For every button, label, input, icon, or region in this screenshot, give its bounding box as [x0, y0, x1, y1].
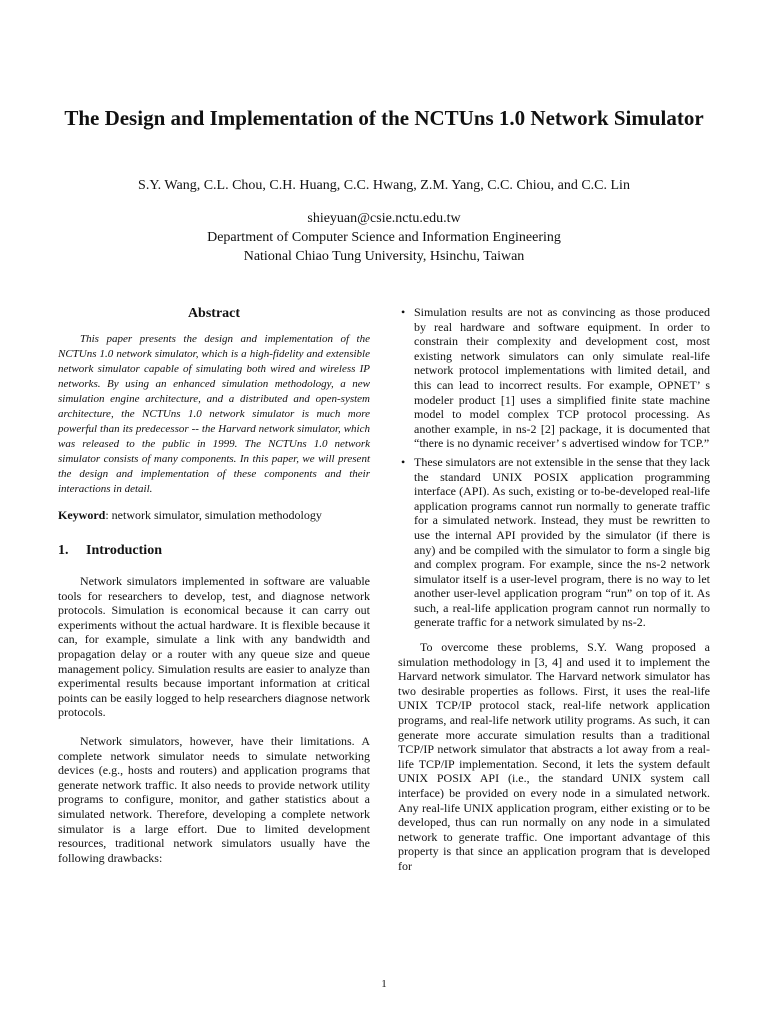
left-column	[58, 305, 370, 865]
section-heading-introduction	[58, 542, 370, 560]
department-name: Department of Computer Science and Information Engineering	[207, 230, 561, 245]
author-list: S.Y. Wang, C.L. Chou, C.H. Huang, C.C. Hwang, Z.M. Yang, C.C. Chiou, and C.C. Lin	[138, 178, 630, 193]
paper-title: The Design and Implementation of the NCTUns 1.0 Network Simulator	[64, 106, 704, 130]
intro-paragraph: Network simulators implemented in software are valuable tools for researchers to develop, test, and diagnose network protocols. Simulation is economical because it can carry out experiments without the actual hardware. It is flexible because it can, for example, simulate a link with any bandwidth and propagation delay or a router with any queue size and queue management policy. Simulation results are easier to analyze than experimental results because important information at critical points can be easily logged to help researchers diagnose network protocols.	[58, 574, 370, 720]
list-item	[398, 455, 710, 630]
list-item-text: Simulation results are not as convincing as those produced by real hardware and software equipment. In order to constrain their complexity and development cost, most existing network simulators can only simulate real-life network protocol implementations with limited detail, and this can lead to incorrect results. For example, OPNET’ s modeler product [1] uses a simplified finite state machine model to model complex TCP protocol processing. As another example, in ns-2 [2] package, it is documented that “there is no dynamic receiver’ s advertised window for TCP.”	[414, 305, 710, 451]
intro-paragraph: Network simulators, however, have their limitations. A complete network simulator needs to simulate networking devices (e.g., hosts and routers) and application programs that generate network traffic. It also needs to provide network utility programs to configure, monitor, and gather statistics about a simulated network. Therefore, developing a complete network simulator is a large effort. Due to limited development resources, traditional network simulators usually have the following drawbacks:	[58, 733, 370, 865]
university-name: National Chiao Tung University, Hsinchu, Taiwan	[243, 249, 525, 264]
author-affiliation	[40, 209, 728, 266]
right-column	[398, 305, 710, 874]
abstract-heading: Abstract	[187, 306, 241, 321]
section-number: 1.	[58, 543, 69, 558]
drawbacks-list	[398, 305, 710, 630]
abstract-text: This paper presents the design and implementation of the NCTUns 1.0 network simulator, which is a high-fidelity and extensible network simulator capable of simulating both wired and wireless IP networks. By using an enhanced simulation methodology, a new simulation engine architecture, and a distributed and open-system architecture, the NCTUns 1.0 network simulator is much more powerful than its predecessor -- the Harvard network simulator, which was released to the public in 1999. The NCTUns 1.0 network simulator consists of many components. In this paper, we will present the design and implementation of these components and their interactions in detail.	[58, 333, 370, 495]
keyword-text: : network simulator, simulation methodology	[105, 508, 322, 522]
author-email: shieyuan@csie.nctu.edu.tw	[307, 211, 461, 226]
section-title: Introduction	[86, 543, 162, 558]
bullet-marker: •	[401, 305, 406, 319]
body-paragraph: To overcome these problems, S.Y. Wang proposed a simulation methodology in [3, 4] and used it to implement the Harvard network simulator. The Harvard network simulator has two desirable properties as follows. First, it uses the real-life UNIX TCP/IP protocol stack, real-life network application programs, and real-life network utility programs. As such, it can generate more accurate simulation results than a traditional TCP/IP network simulator that abstracts a lot away from a real-life TCP/IP implementation. Second, it lets the system default UNIX POSIX API (i.e., the standard UNIX system call interface) be provided on every node in a simulated network. Any real-life UNIX application program, either existing or to be developed, thus can run normally on any node in a simulated network to generate traffic. One important advantage of this property is that since an application program that is developed for	[398, 640, 710, 873]
list-item	[398, 305, 710, 451]
page-number: 1	[381, 978, 387, 990]
bullet-marker: •	[401, 454, 406, 469]
list-item-text: These simulators are not extensible in the sense that they lack the standard UNIX POSIX application programming interface (API). As such, existing or to-be-developed real-life application programs cannot run normally to generate traffic for a simulated network. Instead, they must be rewritten to use the internal API provided by the simulator (if there is any) and be compiled with the simulator to form a single big and complex program. For example, since the ns-2 network simulator itself is a user-level program, there is no way to let another user-level application program “run” on top of it. As such, a real-life application program cannot run normally to generate traffic for a network simulated by ns-2.	[414, 454, 710, 630]
keyword-line	[58, 508, 370, 523]
keyword-label: Keyword	[58, 508, 106, 522]
